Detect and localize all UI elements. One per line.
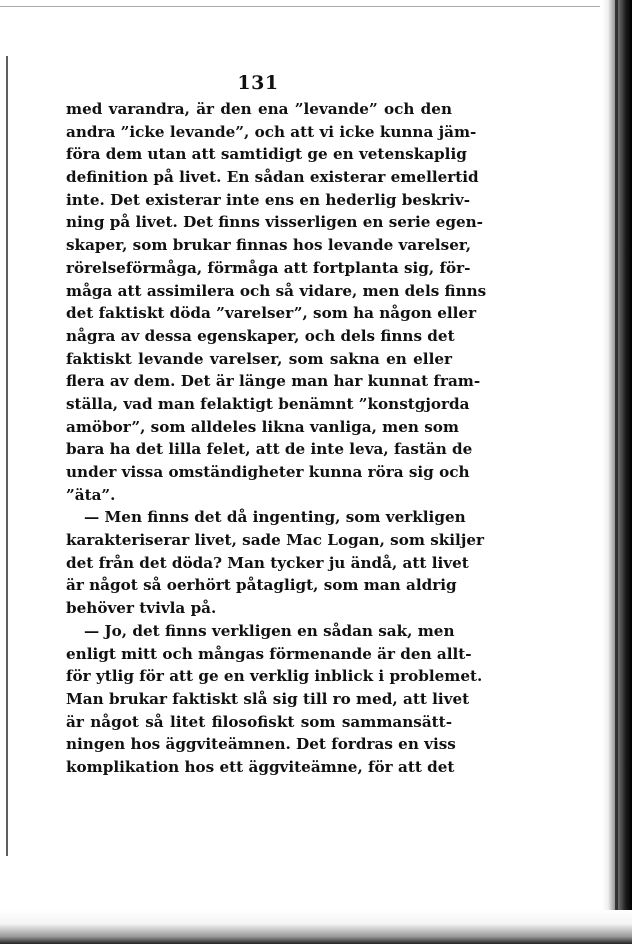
text-line: amöbor”, som alldeles likna vanliga, men som: [66, 417, 459, 436]
text-line: flera av dem. Det är länge man har kunnat fram-: [66, 372, 481, 391]
text-line: är något så oerhört påtagligt, som man aldrig: [66, 576, 457, 595]
text-line: måga att assimilera och så vidare, men dels finns: [66, 281, 487, 300]
text-line: det från det döda? Man tycker ju ändå, att livet: [66, 553, 469, 572]
page-left-edge: [6, 56, 8, 856]
text-line: bara ha det lilla felet, att de inte leva, fastän de: [66, 440, 473, 459]
text-line: några av dessa egenskaper, och dels finns det: [66, 326, 455, 345]
text-line: ”äta”.: [66, 485, 116, 504]
text-line: med varandra, är den ena ”levande” och den: [66, 100, 452, 118]
text-line: andra ”icke levande”, och att vi icke kunna jäm-: [66, 122, 477, 141]
text-line: behöver tvivla på.: [66, 599, 217, 618]
text-line: ningen hos äggviteämnen. Det fordras en viss: [66, 735, 456, 754]
page-top-edge: [0, 6, 600, 7]
page-number: 131: [237, 72, 279, 94]
text-line: det faktiskt döda ”varelser”, som ha någon eller: [66, 304, 477, 323]
text-line: under vissa omständigheter kunna röra sig och: [66, 463, 470, 481]
text-line: rörelseförmåga, förmåga att fortplanta sig, för-: [66, 258, 471, 277]
text-line: — Men finns det då ingenting, som verkligen: [84, 508, 466, 527]
text-line: är något så litet filosofiskt som sammansätt-: [66, 712, 452, 731]
text-line: ning på livet. Det finns visserligen en serie egen-: [66, 213, 483, 232]
text-line: föra dem utan att samtidigt ge en vetenskaplig: [66, 145, 467, 164]
text-line: definition på livet. En sådan existerar emellertid: [66, 168, 479, 187]
text-line: faktiskt levande varelser, som sakna en eller: [66, 349, 452, 368]
body-text: [66, 98, 487, 779]
text-line: komplikation hos ett äggviteämne, för att det: [66, 757, 455, 776]
text-line: — Jo, det finns verkligen en sådan sak, men: [84, 621, 455, 640]
text-line: ställa, vad man felaktigt benämnt ”konstgjorda: [66, 394, 470, 413]
text-line: för ytlig för att ge en verklig inblick i problemet.: [66, 667, 483, 686]
page-right-edge-line: [615, 0, 618, 944]
page-bottom-edge-shadow: [0, 910, 632, 944]
text-line: enligt mitt och mångas förmenande är den allt-: [66, 644, 472, 663]
text-line: inte. Det existerar inte ens en hederlig beskriv-: [66, 190, 471, 209]
text-line: Man brukar faktiskt slå sig till ro med, att livet: [66, 689, 470, 708]
text-line: skaper, som brukar finnas hos levande varelser,: [66, 236, 472, 255]
text-line: karakteriserar livet, sade Mac Logan, som skiljer: [66, 531, 484, 550]
